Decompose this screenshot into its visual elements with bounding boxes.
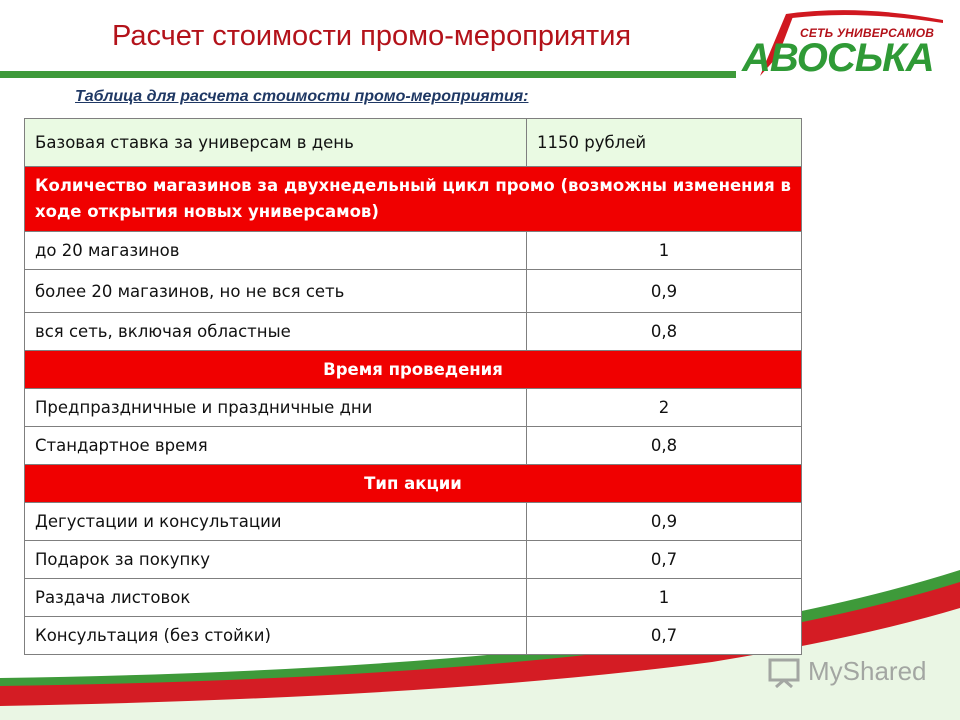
logo-tagline: СЕТЬ УНИВЕРСАМОВ	[800, 26, 935, 40]
table-row	[25, 313, 802, 351]
table-row	[25, 427, 802, 465]
row-value: 0,9	[527, 503, 802, 541]
row-label: Консультация (без стойки)	[25, 617, 527, 655]
slide-title: Расчет стоимости промо-мероприятия	[112, 20, 632, 52]
row-label: вся сеть, включая областные	[25, 313, 527, 351]
table-caption: Таблица для расчета стоимости промо-мероприятия:	[75, 88, 529, 105]
table-row	[25, 617, 802, 655]
section-title: Тип акции	[25, 465, 802, 503]
presentation-board-icon	[768, 658, 802, 688]
section-title: Количество магазинов за двухнедельный цикл промо (возможны изменения в ходе открытия новых универсамов)	[25, 167, 802, 232]
table-row	[25, 541, 802, 579]
row-label: Предпраздничные и праздничные дни	[25, 389, 527, 427]
row-value: 0,7	[527, 541, 802, 579]
table-row	[25, 579, 802, 617]
table-row	[25, 270, 802, 313]
section-header-store-count	[25, 167, 802, 232]
table-row-base-rate	[25, 119, 802, 167]
logo-wordmark: АВОСЬКА	[742, 36, 934, 80]
promo-cost-table	[24, 118, 802, 655]
row-label: до 20 магазинов	[25, 232, 527, 270]
row-value: 1	[527, 232, 802, 270]
row-label: Стандартное время	[25, 427, 527, 465]
row-value: 0,7	[527, 617, 802, 655]
table-row	[25, 503, 802, 541]
brand-logo	[738, 6, 948, 80]
row-value: 2	[527, 389, 802, 427]
row-value: 1	[527, 579, 802, 617]
table-row	[25, 232, 802, 270]
row-label: Подарок за покупку	[25, 541, 527, 579]
row-label: Дегустации и консультации	[25, 503, 527, 541]
table-row	[25, 389, 802, 427]
section-title: Время проведения	[25, 351, 802, 389]
section-header-timing	[25, 351, 802, 389]
row-label: Базовая ставка за универсам в день	[25, 119, 527, 167]
row-value: 0,9	[527, 270, 802, 313]
title-underline	[0, 71, 736, 78]
section-header-promo-type	[25, 465, 802, 503]
row-label: более 20 магазинов, но не вся сеть	[25, 270, 527, 313]
watermark-text: MyShared	[808, 656, 927, 686]
row-value: 1150 рублей	[527, 119, 802, 167]
row-label: Раздача листовок	[25, 579, 527, 617]
row-value: 0,8	[527, 427, 802, 465]
row-value: 0,8	[527, 313, 802, 351]
